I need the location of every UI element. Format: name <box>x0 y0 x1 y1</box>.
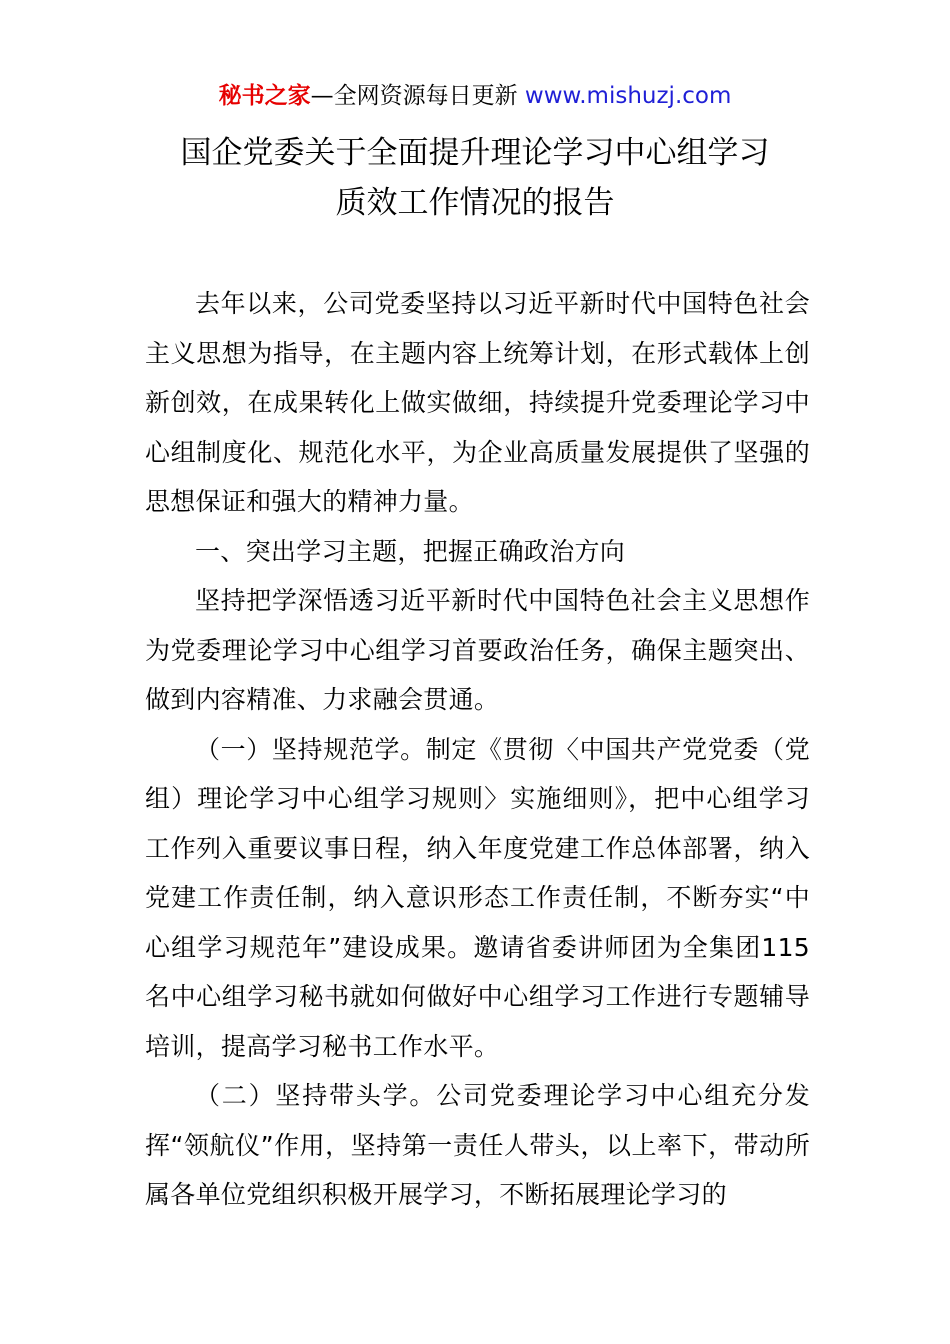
site-brand: 秘书之家 <box>218 83 311 109</box>
section-heading-1: 一、突出学习主题，把握正确政治方向 <box>195 536 626 566</box>
paragraph-section-1: 坚持把学深悟透习近平新时代中国特色社会主义思想作为党委理论学习中心组学习首要政治任务，确保主题突出、做到内容精准、力求融会贯通。 <box>145 586 810 714</box>
site-header <box>0 80 950 112</box>
paragraph-subsection-2: （二）坚持带头学。公司党委理论学习中心组充分发挥“领航仪”作用，坚持第一责任人带头，以上率下，带动所属各单位党组织积极开展学习，不断拓展理论学习的 <box>145 1081 810 1209</box>
site-url-link[interactable]: www.mishuzj.com <box>524 83 732 109</box>
paragraph-subsection-1: （一）坚持规范学。制定《贯彻〈中国共产党党委（党组）理论学习中心组学习规则〉实施细则》，把中心组学习工作列入重要议事日程，纳入年度党建工作总体部署，纳入党建工作责任制，纳入意识形态工作责任制，不断夯实“中心组学习规范年”建设成果。邀请省委讲师团为全集团115名中心组学习秘书就如何做好中心组学习工作进行专题辅导培训，提高学习秘书工作水平。 <box>145 734 810 1061</box>
title-line-2: 质效工作情况的报告 <box>335 185 615 221</box>
document-body <box>145 279 810 1220</box>
document-title <box>0 128 950 228</box>
paragraph-intro: 去年以来，公司党委坚持以习近平新时代中国特色社会主义思想为指导，在主题内容上统筹计划，在形式载体上创新创效，在成果转化上做实做细，持续提升党委理论学习中心组制度化、规范化水平，为企业高质量发展提供了坚强的思想保证和强大的精神力量。 <box>145 289 810 516</box>
site-tagline: —全网资源每日更新 <box>310 83 525 109</box>
title-line-1: 国企党委关于全面提升理论学习中心组学习 <box>180 135 770 171</box>
